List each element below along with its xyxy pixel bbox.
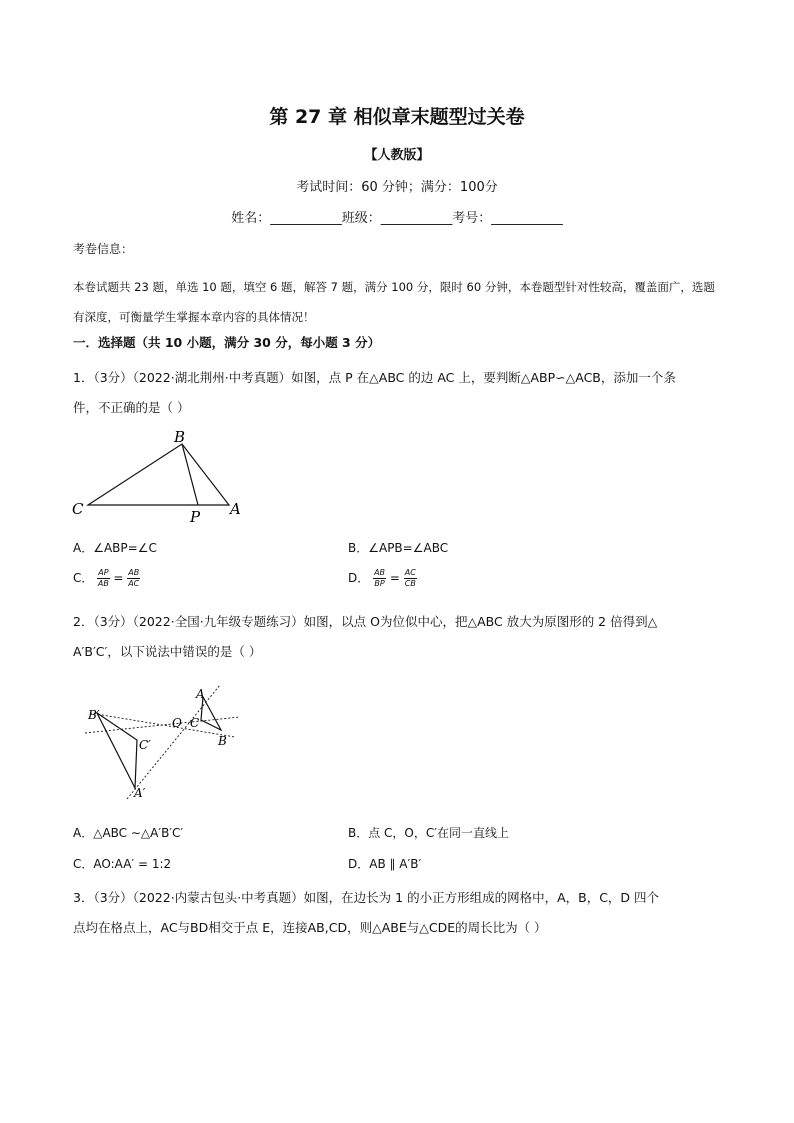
numerator: AC: [404, 568, 416, 577]
exam-info-title: 考卷信息：: [73, 242, 134, 256]
label-a: A: [230, 500, 241, 518]
question-3-text-line2: 点均在格点上，AC与BD相交于点 E，连接AB,CD，则△ABE与△CDE的周长比为（ ）: [73, 920, 547, 935]
question-2-option-d[interactable]: D．AB ∥ A′B′: [348, 857, 422, 871]
fraction-ab-bp: [373, 568, 386, 589]
label-a: A: [196, 687, 205, 701]
numerator: AP: [98, 568, 109, 577]
question-2-option-c[interactable]: C．AO:AA′ = 1:2: [73, 857, 172, 871]
section-title: 一．选择题（共 10 小题，满分 30 分，每小题 3 分）: [73, 335, 381, 350]
question-1-option-d[interactable]: [348, 568, 417, 589]
option-c-prefix: C．: [73, 571, 94, 585]
label-o: O: [172, 716, 182, 730]
label-p: P: [190, 508, 201, 526]
fraction-ap-ab: [97, 568, 109, 589]
triangle-abc: [88, 444, 229, 505]
fraction-ac-cb: [404, 568, 417, 589]
question-2-option-a[interactable]: A．△ABC ∼△A′B′C′: [73, 826, 184, 840]
denominator: AC: [128, 579, 140, 588]
label-a-prime: A′: [134, 786, 146, 800]
label-b-prime: B′: [88, 708, 100, 722]
label-b: B: [174, 428, 186, 446]
denominator: CB: [404, 579, 416, 588]
question-2-figure: [75, 685, 250, 805]
equals-sign: =: [113, 571, 124, 585]
page-title: 第 27 章 相似章末题型过关卷: [269, 106, 525, 128]
question-1-option-c[interactable]: [73, 568, 140, 589]
exam-info-text: 本卷试题共 23 题，单选 10 题，填空 6 题，解答 7 题，满分 100 分，限时 60 分钟，本卷题型针对性较高，覆盖面广，选题有深度，可衡量学生掌握本章内容的具体情况！: [73, 280, 715, 324]
label-b: B: [218, 734, 227, 748]
option-d-prefix: D．: [348, 571, 370, 585]
exam-time: 考试时间：60 分钟；满分：100分: [296, 180, 498, 195]
numerator: AB: [374, 568, 386, 577]
question-2-text-line2: A′B′C′，以下说法中错误的是（ ）: [73, 644, 262, 659]
fraction-ab-ac: [127, 568, 140, 589]
denominator: AB: [97, 579, 109, 588]
numerator: AB: [128, 568, 140, 577]
question-1-option-b[interactable]: B．∠APB=∠ABC: [348, 541, 449, 555]
triangle-a-prime-b-prime-c-prime: [97, 713, 137, 788]
question-2-option-b[interactable]: B．点 C，O，C′在同一直线上: [348, 826, 509, 840]
denominator: BP: [374, 579, 385, 588]
segment-bp: [182, 444, 198, 505]
label-c: C: [190, 716, 200, 730]
edition-label: 【人教版】: [364, 148, 430, 163]
question-1-option-a[interactable]: A．∠ABP=∠C: [73, 541, 157, 555]
label-c: C: [72, 500, 84, 518]
question-1-text-line1: 1．（3分）（2022·湖北荆州·中考真题）如图，点 P 在△ABC 的边 AC 上，要判断△ABP∽△ACB，添加一个条: [73, 370, 676, 385]
question-1-text-line2: 件，不正确的是（ ）: [73, 400, 190, 415]
question-1-figure: [70, 426, 250, 526]
student-info-line: 姓名：___________班级：___________考号：___________: [231, 211, 563, 226]
triangle-abc-small: [201, 697, 221, 730]
label-c-prime: C′: [139, 738, 151, 752]
question-2-text-line1: 2．（3分）（2022·全国·九年级专题练习）如图，以点 O为位似中心，把△ABC 放大为原图形的 2 倍得到△: [73, 614, 658, 629]
equals-sign: =: [389, 571, 400, 585]
question-3-text-line1: 3．（3分）（2022·内蒙古包头·中考真题）如图，在边长为 1 的小正方形组成的网格中，A，B，C，D 四个: [73, 890, 660, 905]
